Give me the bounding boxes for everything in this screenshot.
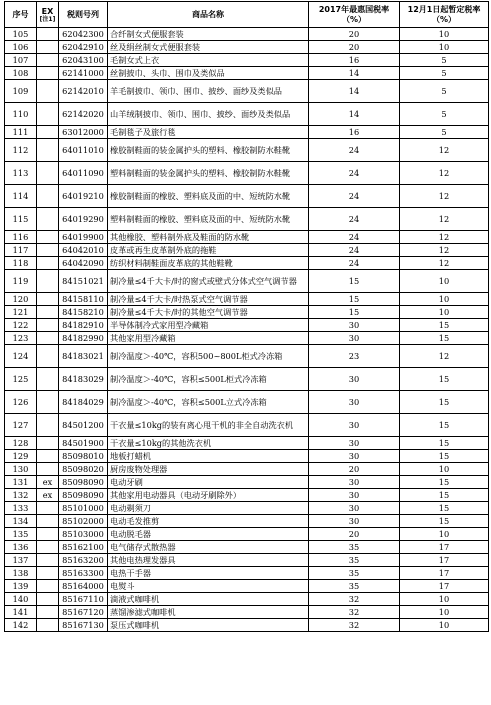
rate-2017: 24	[309, 231, 400, 244]
table-row	[5, 368, 489, 391]
product-name: 毛制女式上衣	[108, 54, 309, 67]
rate-dec1: 15	[400, 437, 489, 450]
table-row	[5, 567, 489, 580]
rate-dec1: 10	[400, 463, 489, 476]
row-number: 125	[5, 368, 37, 391]
row-ex-mark	[37, 541, 59, 554]
table-row	[5, 126, 489, 139]
header-ex	[37, 2, 59, 28]
row-ex-mark	[37, 139, 59, 162]
row-number: 129	[5, 450, 37, 463]
rate-2017: 32	[309, 593, 400, 606]
rate-2017: 35	[309, 580, 400, 593]
rate-dec1: 5	[400, 103, 489, 126]
rate-dec1: 15	[400, 450, 489, 463]
tariff-code: 84182990	[59, 332, 108, 345]
tariff-code: 84182910	[59, 319, 108, 332]
rate-dec1: 5	[400, 54, 489, 67]
table-row	[5, 593, 489, 606]
row-number: 140	[5, 593, 37, 606]
rate-2017: 24	[309, 208, 400, 231]
rate-2017: 32	[309, 606, 400, 619]
row-ex-mark	[37, 257, 59, 270]
table-row	[5, 270, 489, 293]
rate-2017: 32	[309, 619, 400, 632]
row-ex-mark: ex	[37, 489, 59, 502]
table-row	[5, 41, 489, 54]
row-number: 109	[5, 80, 37, 103]
product-name: 电动剃须刀	[108, 502, 309, 515]
table-row	[5, 244, 489, 257]
rate-2017: 15	[309, 306, 400, 319]
row-ex-mark	[37, 28, 59, 41]
product-name: 羊毛制披巾、领巾、围巾、披纱、面纱及类似品	[108, 80, 309, 103]
rate-dec1: 12	[400, 231, 489, 244]
row-number: 141	[5, 606, 37, 619]
product-name: 制冷温度＞-40℃，容积≤500L立式冷冻箱	[108, 391, 309, 414]
product-name: 电动脱毛器	[108, 528, 309, 541]
table-row	[5, 103, 489, 126]
product-name: 电动牙刷	[108, 476, 309, 489]
table-row	[5, 619, 489, 632]
row-number: 124	[5, 345, 37, 368]
row-number: 135	[5, 528, 37, 541]
rate-2017: 30	[309, 502, 400, 515]
tariff-code: 85102000	[59, 515, 108, 528]
rate-2017: 30	[309, 368, 400, 391]
table-row	[5, 476, 489, 489]
product-name: 毛制毯子及旅行毯	[108, 126, 309, 139]
table-row	[5, 450, 489, 463]
rate-2017: 30	[309, 437, 400, 450]
tariff-code: 84183029	[59, 368, 108, 391]
table-body	[5, 28, 489, 632]
product-name: 电热干手器	[108, 567, 309, 580]
rate-2017: 30	[309, 319, 400, 332]
product-name: 其他家用电动器具（电动牙刷除外）	[108, 489, 309, 502]
header-rate-2017-unit: （%）	[341, 14, 366, 24]
row-number: 139	[5, 580, 37, 593]
table-row	[5, 306, 489, 319]
rate-2017: 23	[309, 345, 400, 368]
row-number: 105	[5, 28, 37, 41]
tariff-code: 62042300	[59, 28, 108, 41]
product-name: 厨房废物处理器	[108, 463, 309, 476]
table-row	[5, 28, 489, 41]
rate-dec1: 17	[400, 554, 489, 567]
rate-dec1: 15	[400, 502, 489, 515]
product-name: 其他橡胶、塑料制外底及鞋面的防水靴	[108, 231, 309, 244]
row-number: 137	[5, 554, 37, 567]
rate-dec1: 10	[400, 306, 489, 319]
row-ex-mark	[37, 270, 59, 293]
rate-dec1: 17	[400, 567, 489, 580]
rate-dec1: 15	[400, 319, 489, 332]
product-name: 丝及绢丝制女式便服套装	[108, 41, 309, 54]
tariff-code: 84158210	[59, 306, 108, 319]
tariff-code: 64019210	[59, 185, 108, 208]
product-name: 其他家用型冷藏箱	[108, 332, 309, 345]
header-code: 税则号列	[59, 2, 108, 28]
product-name: 电熨斗	[108, 580, 309, 593]
row-ex-mark	[37, 332, 59, 345]
table-row	[5, 231, 489, 244]
row-ex-mark	[37, 502, 59, 515]
row-ex-mark: ex	[37, 476, 59, 489]
product-name: 塑料制鞋面的橡胶、塑料底及面的中、短统防水靴	[108, 208, 309, 231]
row-ex-mark	[37, 208, 59, 231]
table-row	[5, 414, 489, 437]
row-ex-mark	[37, 126, 59, 139]
row-number: 128	[5, 437, 37, 450]
rate-dec1: 12	[400, 345, 489, 368]
table-row	[5, 293, 489, 306]
product-name: 干衣量≤10kg的装有离心甩干机的非全自动洗衣机	[108, 414, 309, 437]
product-name: 泵压式咖啡机	[108, 619, 309, 632]
rate-2017: 30	[309, 414, 400, 437]
header-ex-label: EX	[41, 6, 54, 16]
row-ex-mark	[37, 619, 59, 632]
table-row	[5, 580, 489, 593]
tariff-code: 85164000	[59, 580, 108, 593]
tariff-code: 63012000	[59, 126, 108, 139]
rate-dec1: 15	[400, 489, 489, 502]
rate-dec1: 10	[400, 270, 489, 293]
product-name: 电动毛发推剪	[108, 515, 309, 528]
rate-2017: 24	[309, 244, 400, 257]
row-ex-mark	[37, 80, 59, 103]
rate-2017: 35	[309, 541, 400, 554]
tariff-code: 62043100	[59, 54, 108, 67]
row-number: 113	[5, 162, 37, 185]
table-row	[5, 185, 489, 208]
tariff-code: 85162100	[59, 541, 108, 554]
row-number: 130	[5, 463, 37, 476]
tariff-code: 64042090	[59, 257, 108, 270]
rate-dec1: 15	[400, 515, 489, 528]
rate-2017: 30	[309, 476, 400, 489]
rate-dec1: 12	[400, 185, 489, 208]
row-ex-mark	[37, 580, 59, 593]
tariff-code: 85167110	[59, 593, 108, 606]
row-ex-mark	[37, 606, 59, 619]
row-number: 112	[5, 139, 37, 162]
rate-2017: 20	[309, 41, 400, 54]
table-row	[5, 67, 489, 80]
row-number: 121	[5, 306, 37, 319]
product-name: 制冷量≤4千大卡/时的其他空气调节器	[108, 306, 309, 319]
tariff-code: 84501900	[59, 437, 108, 450]
row-number: 117	[5, 244, 37, 257]
tariff-code: 64042010	[59, 244, 108, 257]
row-ex-mark	[37, 162, 59, 185]
tariff-code: 84158110	[59, 293, 108, 306]
row-number: 106	[5, 41, 37, 54]
rate-dec1: 10	[400, 28, 489, 41]
rate-2017: 20	[309, 28, 400, 41]
rate-dec1: 12	[400, 257, 489, 270]
rate-2017: 30	[309, 515, 400, 528]
product-name: 制冷量≤4千大卡/时的窗式或壁式分体式空气调节器	[108, 270, 309, 293]
product-name: 地板打蜡机	[108, 450, 309, 463]
tariff-code: 85163200	[59, 554, 108, 567]
row-number: 111	[5, 126, 37, 139]
row-number: 126	[5, 391, 37, 414]
tariff-code: 84151021	[59, 270, 108, 293]
table-row	[5, 502, 489, 515]
rate-dec1: 5	[400, 80, 489, 103]
row-ex-mark	[37, 391, 59, 414]
rate-dec1: 5	[400, 126, 489, 139]
row-number: 118	[5, 257, 37, 270]
tariff-code: 64011090	[59, 162, 108, 185]
table-row	[5, 139, 489, 162]
rate-2017: 30	[309, 391, 400, 414]
rate-2017: 14	[309, 67, 400, 80]
product-name: 丝制披巾、头巾、围巾及类似品	[108, 67, 309, 80]
rate-2017: 24	[309, 162, 400, 185]
rate-dec1: 12	[400, 139, 489, 162]
tariff-code: 84183021	[59, 345, 108, 368]
rate-dec1: 10	[400, 528, 489, 541]
rate-2017: 35	[309, 554, 400, 567]
header-rate-dec1-label: 12月1日起暂定税率	[407, 4, 481, 14]
rate-2017: 20	[309, 528, 400, 541]
row-ex-mark	[37, 528, 59, 541]
tariff-code: 85098090	[59, 476, 108, 489]
rate-2017: 24	[309, 185, 400, 208]
table-header	[5, 2, 489, 28]
table-row	[5, 319, 489, 332]
product-name: 合纤制女式便服套装	[108, 28, 309, 41]
rate-dec1: 10	[400, 41, 489, 54]
header-row	[5, 2, 489, 28]
row-ex-mark	[37, 185, 59, 208]
row-number: 123	[5, 332, 37, 345]
rate-dec1: 15	[400, 414, 489, 437]
product-name: 制冷量≤4千大卡/时热泵式空气调节器	[108, 293, 309, 306]
row-number: 136	[5, 541, 37, 554]
product-name: 塑料制鞋面的装金属护头的塑料、橡胶制防水鞋靴	[108, 162, 309, 185]
product-name: 纺织材料制鞋面皮革底的其他鞋靴	[108, 257, 309, 270]
row-ex-mark	[37, 41, 59, 54]
table-row	[5, 332, 489, 345]
tariff-code: 64019290	[59, 208, 108, 231]
tariff-code: 85167120	[59, 606, 108, 619]
rate-2017: 16	[309, 54, 400, 67]
row-number: 127	[5, 414, 37, 437]
rate-2017: 15	[309, 270, 400, 293]
table-row	[5, 515, 489, 528]
table-row	[5, 463, 489, 476]
rate-2017: 14	[309, 80, 400, 103]
rate-dec1: 12	[400, 208, 489, 231]
product-name: 滴液式咖啡机	[108, 593, 309, 606]
row-ex-mark	[37, 554, 59, 567]
rate-2017: 24	[309, 139, 400, 162]
row-ex-mark	[37, 244, 59, 257]
rate-dec1: 17	[400, 541, 489, 554]
rate-dec1: 12	[400, 162, 489, 185]
table-row	[5, 162, 489, 185]
rate-2017: 16	[309, 126, 400, 139]
row-ex-mark	[37, 54, 59, 67]
rate-dec1: 5	[400, 67, 489, 80]
product-name: 干衣量≤10kg的其他洗衣机	[108, 437, 309, 450]
product-name: 半导体制冷式家用型冷藏箱	[108, 319, 309, 332]
tariff-code: 62142010	[59, 80, 108, 103]
row-ex-mark	[37, 368, 59, 391]
product-name: 电气储存式散热器	[108, 541, 309, 554]
product-name: 制冷温度＞-40℃，容积≤500L柜式冷冻箱	[108, 368, 309, 391]
header-no: 序号	[5, 2, 37, 28]
row-number: 134	[5, 515, 37, 528]
rate-2017: 15	[309, 293, 400, 306]
product-name: 制冷温度＞-40℃，容积500~800L柜式冷冻箱	[108, 345, 309, 368]
row-number: 115	[5, 208, 37, 231]
rate-dec1: 10	[400, 606, 489, 619]
table-row	[5, 437, 489, 450]
row-number: 114	[5, 185, 37, 208]
row-number: 120	[5, 293, 37, 306]
table-row	[5, 345, 489, 368]
table-row	[5, 606, 489, 619]
header-rate-2017	[309, 2, 400, 28]
row-ex-mark	[37, 293, 59, 306]
product-name: 橡胶制鞋面的装金属护头的塑料、橡胶制防水鞋靴	[108, 139, 309, 162]
rate-dec1: 15	[400, 476, 489, 489]
row-ex-mark	[37, 231, 59, 244]
table-row	[5, 554, 489, 567]
tariff-code: 85098020	[59, 463, 108, 476]
table-row	[5, 257, 489, 270]
row-ex-mark	[37, 463, 59, 476]
row-number: 108	[5, 67, 37, 80]
product-name: 其他电热理发器具	[108, 554, 309, 567]
table-row	[5, 541, 489, 554]
rate-dec1: 15	[400, 332, 489, 345]
tariff-code: 64019900	[59, 231, 108, 244]
header-rate-dec1	[400, 2, 489, 28]
tariff-table	[4, 1, 489, 632]
rate-2017: 35	[309, 567, 400, 580]
row-ex-mark	[37, 319, 59, 332]
product-name: 蒸馏渗滤式咖啡机	[108, 606, 309, 619]
row-ex-mark	[37, 437, 59, 450]
row-number: 132	[5, 489, 37, 502]
row-number: 119	[5, 270, 37, 293]
row-number: 133	[5, 502, 37, 515]
row-ex-mark	[37, 345, 59, 368]
header-rate-2017-label: 2017年最惠国税率	[318, 4, 390, 14]
tariff-code: 62042910	[59, 41, 108, 54]
rate-dec1: 10	[400, 619, 489, 632]
tariff-code: 85101000	[59, 502, 108, 515]
rate-dec1: 12	[400, 244, 489, 257]
tariff-code: 84184029	[59, 391, 108, 414]
row-ex-mark	[37, 67, 59, 80]
row-ex-mark	[37, 450, 59, 463]
row-number: 110	[5, 103, 37, 126]
tariff-code: 62142020	[59, 103, 108, 126]
tariff-code: 85163300	[59, 567, 108, 580]
header-ex-note: [注1]	[39, 15, 56, 23]
row-number: 116	[5, 231, 37, 244]
tariff-code: 84501200	[59, 414, 108, 437]
row-number: 122	[5, 319, 37, 332]
row-ex-mark	[37, 103, 59, 126]
row-ex-mark	[37, 306, 59, 319]
rate-dec1: 10	[400, 593, 489, 606]
rate-2017: 20	[309, 463, 400, 476]
rate-2017: 14	[309, 103, 400, 126]
product-name: 山羊绒制披巾、领巾、围巾、披纱、面纱及类似品	[108, 103, 309, 126]
rate-dec1: 17	[400, 580, 489, 593]
table-row	[5, 54, 489, 67]
rate-2017: 30	[309, 489, 400, 502]
table-row	[5, 489, 489, 502]
tariff-code: 64011010	[59, 139, 108, 162]
rate-2017: 24	[309, 257, 400, 270]
tariff-code: 85098090	[59, 489, 108, 502]
row-number: 131	[5, 476, 37, 489]
row-number: 107	[5, 54, 37, 67]
tariff-code: 85103000	[59, 528, 108, 541]
header-name: 商品名称	[108, 2, 309, 28]
row-ex-mark	[37, 515, 59, 528]
rate-dec1: 15	[400, 391, 489, 414]
table-row	[5, 80, 489, 103]
rate-dec1: 10	[400, 293, 489, 306]
tariff-code: 85098010	[59, 450, 108, 463]
product-name: 橡胶制鞋面的橡胶、塑料底及面的中、短统防水靴	[108, 185, 309, 208]
rate-dec1: 15	[400, 368, 489, 391]
tariff-code: 62141000	[59, 67, 108, 80]
row-ex-mark	[37, 567, 59, 580]
product-name: 皮革或再生皮革制外底的拖鞋	[108, 244, 309, 257]
row-number: 138	[5, 567, 37, 580]
rate-2017: 30	[309, 450, 400, 463]
row-number: 142	[5, 619, 37, 632]
row-ex-mark	[37, 593, 59, 606]
table-row	[5, 528, 489, 541]
table-row	[5, 391, 489, 414]
rate-2017: 30	[309, 332, 400, 345]
row-ex-mark	[37, 414, 59, 437]
header-rate-dec1-unit: （%）	[431, 14, 456, 24]
tariff-code: 85167130	[59, 619, 108, 632]
table-row	[5, 208, 489, 231]
